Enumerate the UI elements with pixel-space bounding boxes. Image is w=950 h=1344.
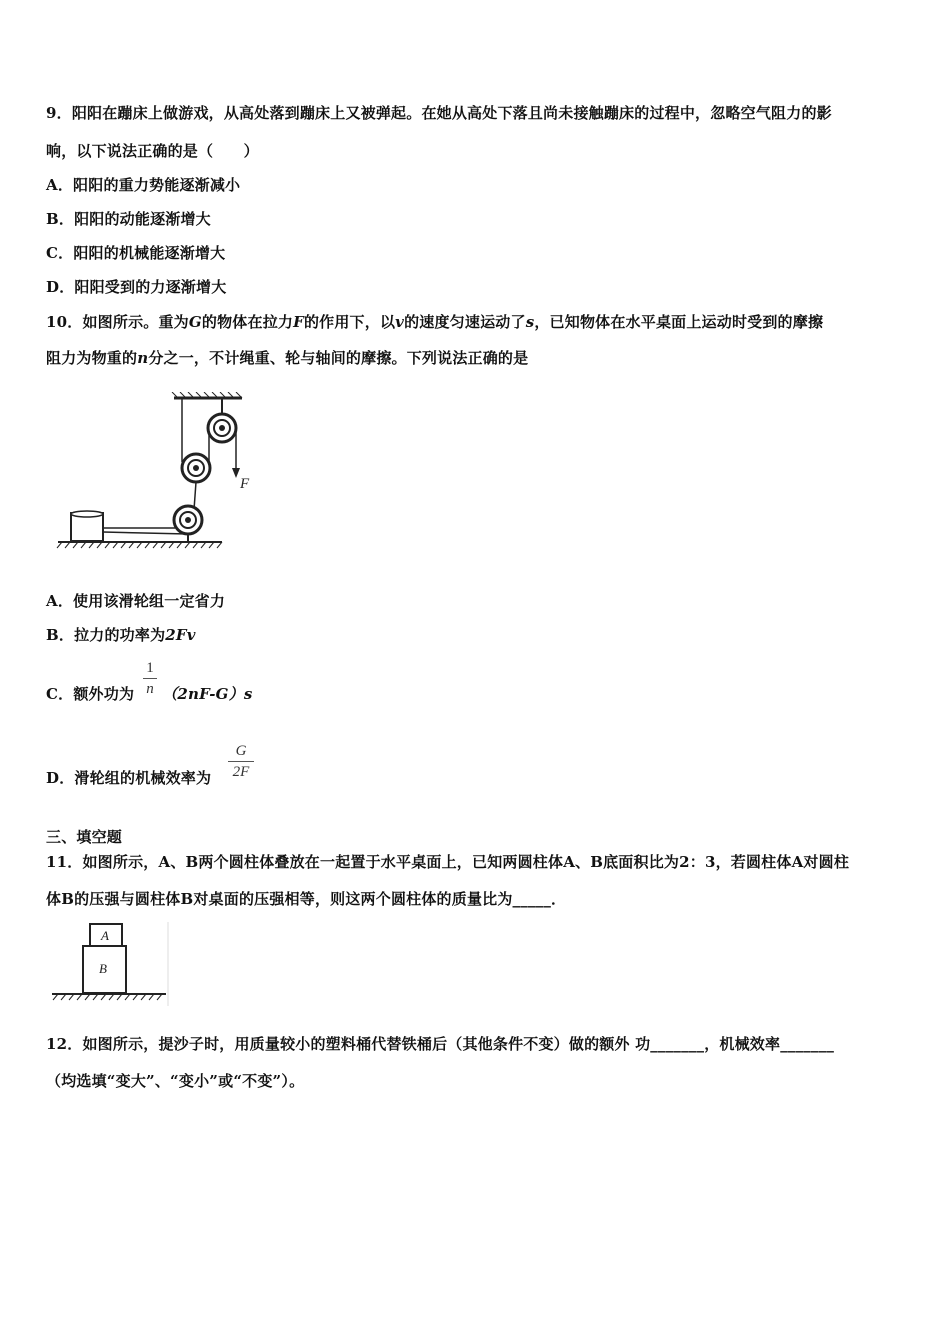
section-title: 三、填空题 [46, 828, 123, 846]
q10-stem-line2: 阻力为物重的n分之一，不计绳重、轮与轴间的摩擦。下列说法正确的是 [46, 349, 529, 367]
force-label: F [240, 476, 250, 492]
q11-line1: 11．如图所示，A、B两个圆柱体叠放在一起置于水平桌面上，已知两圆柱体A、B底面积比为2：3，若圆柱体A对圆柱 [46, 853, 850, 871]
q10-stem-line1: 10．如图所示。重为G的物体在拉力F的作用下，以v的速度匀速运动了s，已知物体在水平桌面上运动时受到的摩擦 [46, 313, 824, 331]
q9-option-a: A．阳阳的重力势能逐渐减小 [46, 176, 241, 194]
q9-option-b: B．阳阳的动能逐渐增大 [46, 210, 211, 228]
q12-line1: 12．如图所示，提沙子时，用质量较小的塑料桶代替铁桶后（其他条件不变）做的额外 功_______，机械效率_______ [46, 1035, 835, 1053]
pulley-system-figure [54, 392, 274, 557]
q10-option-c-fraction: 1 n [143, 659, 157, 698]
q9-stem-line1: 9．阳阳在蹦床上做游戏，从高处落到蹦床上又被弹起。在她从高处下落且尚未接触蹦床的过程中，忽略空气阻力的影 [46, 104, 832, 122]
cylinders-figure [48, 920, 173, 1008]
q10-option-d-fraction: G 2F [228, 742, 254, 781]
q9-stem-line2: 响，以下说法正确的是（ ） [46, 142, 259, 160]
q10-option-d: D．滑轮组的机械效率为 [46, 769, 212, 787]
q10-option-a: A．使用该滑轮组一定省力 [46, 592, 226, 610]
q9-option-d: D．阳阳受到的力逐渐增大 [46, 278, 227, 296]
q10-option-c: C．额外功为 （2nF-G）s [46, 685, 253, 703]
q9-option-c: C．阳阳的机械能逐渐增大 [46, 244, 226, 262]
q10-option-b: B．拉力的功率为2Fv [46, 626, 196, 644]
q12-line2: （均选填“变大”、“变小”或“不变”）。 [46, 1072, 305, 1090]
cylinder-a-label: A [101, 928, 109, 943]
q11-line2: 体B的压强与圆柱体B对桌面的压强相等，则这两个圆柱体的质量比为_____． [46, 890, 567, 908]
cylinder-b-label: B [99, 961, 107, 976]
